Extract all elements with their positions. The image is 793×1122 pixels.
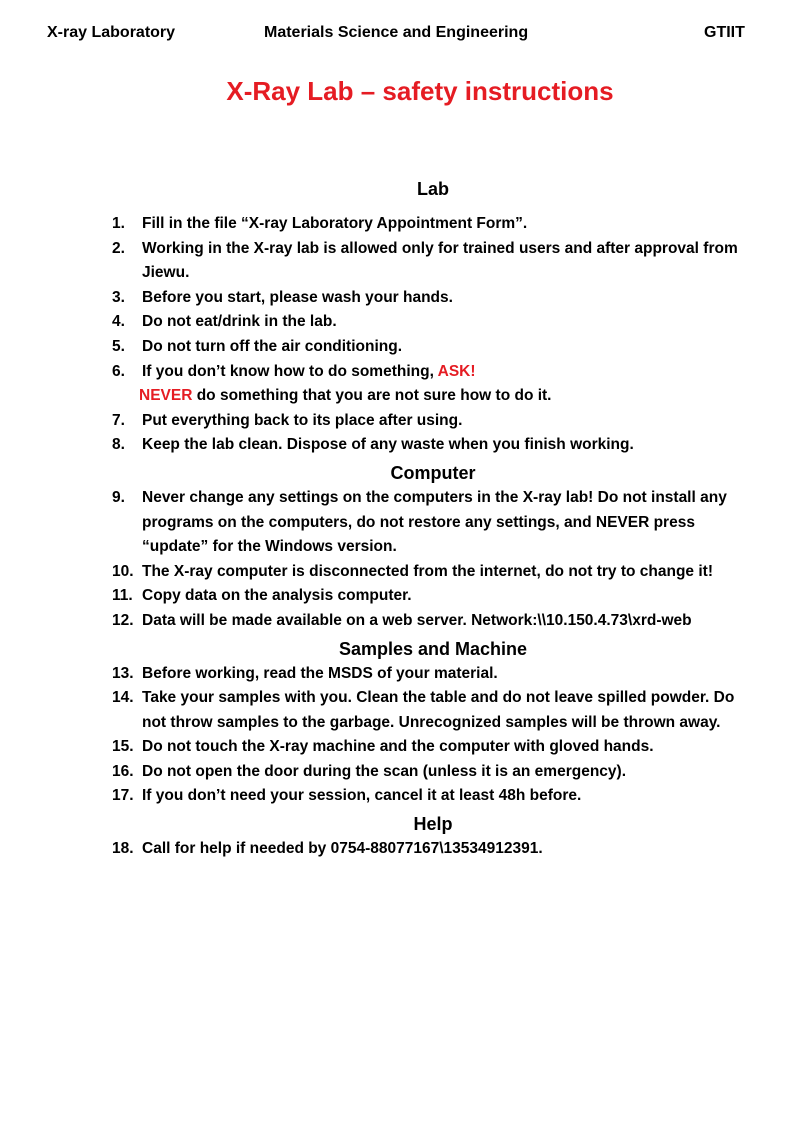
item-number: 8. [112, 436, 125, 454]
list-item [112, 584, 762, 609]
page-header [0, 24, 793, 46]
item-text: Before you start, please wash your hands. [142, 288, 453, 306]
list-item [112, 784, 762, 809]
ask-emphasis: ASK! [437, 362, 476, 380]
samples-list [112, 662, 762, 810]
list-item [112, 360, 762, 409]
item-text: Data will be made available on a web server. Network:\\10.150.4.73\xrd-web [142, 611, 692, 629]
item-text: Put everything back to its place after using. [142, 411, 463, 429]
item-number: 10. [112, 562, 134, 580]
item-text-line2 [139, 384, 762, 409]
list-item [112, 335, 762, 360]
section-heading-computer: Computer [390, 462, 476, 483]
section-heading-help: Help [413, 814, 453, 835]
item-text: Do not touch the X-ray machine and the computer with gloved hands. [142, 738, 654, 756]
item-text: Do not open the door during the scan (unless it is an emergency). [142, 762, 627, 780]
list-item [112, 837, 762, 862]
item-number: 17. [112, 787, 134, 805]
item-number: 9. [112, 488, 125, 506]
item-text: The X-ray computer is disconnected from the internet, do not try to change it! [142, 562, 713, 580]
item-number: 12. [112, 611, 134, 629]
list-item [112, 486, 762, 560]
list-item [112, 760, 762, 785]
item-text: If you don’t need your session, cancel it at least 48h before. [142, 787, 582, 805]
computer-list [112, 486, 762, 634]
item-number: 18. [112, 840, 134, 858]
lab-list [112, 212, 762, 458]
item-number: 14. [112, 689, 134, 707]
item-text: Do not turn off the air conditioning. [142, 337, 403, 355]
instructions-body [112, 176, 762, 862]
item-number: 4. [112, 313, 125, 331]
item-number: 7. [112, 411, 125, 429]
header-department: Materials Science and Engineering [264, 24, 529, 41]
section-heading-lab: Lab [416, 179, 449, 199]
never-emphasis: NEVER [139, 387, 193, 405]
item-text: Working in the X-ray lab is allowed only for trained users and after approval from Jiewu. [142, 239, 738, 282]
document-title: X-Ray Lab – safety instructions [226, 76, 614, 106]
header-institution: GTIIT [704, 24, 745, 41]
item-number: 11. [112, 587, 133, 605]
item-text: Fill in the file “X-ray Laboratory Appointment Form”. [142, 215, 528, 232]
list-item [112, 662, 762, 687]
list-item [112, 237, 762, 286]
item-number: 6. [112, 362, 125, 380]
item-number: 2. [112, 239, 125, 257]
item-text: If you don’t know how to do something, [142, 362, 438, 380]
list-item [112, 286, 762, 311]
item-number: 3. [112, 288, 125, 306]
item-text: Keep the lab clean. Dispose of any waste when you finish working. [142, 436, 634, 454]
section-heading-samples: Samples and Machine [338, 638, 528, 659]
list-item [112, 212, 762, 237]
item-text: Call for help if needed by 0754-88077167\13534912391. [142, 840, 543, 858]
list-item [112, 609, 762, 634]
item-text: do something that you are not sure how to do it. [192, 387, 552, 405]
list-item [112, 686, 762, 735]
list-item [112, 560, 762, 585]
list-item [112, 409, 762, 434]
item-number: 16. [112, 762, 134, 780]
list-item [112, 433, 762, 458]
item-number: 5. [112, 337, 125, 355]
list-item [112, 735, 762, 760]
item-number: 13. [112, 664, 134, 682]
item-text: Before working, read the MSDS of your material. [142, 664, 498, 682]
item-text: Copy data on the analysis computer. [142, 587, 412, 605]
item-number: 15. [112, 738, 134, 756]
header-lab-name: X-ray Laboratory [47, 24, 176, 41]
list-item [112, 310, 762, 335]
item-text: Do not eat/drink in the lab. [142, 313, 337, 331]
item-number: 1. [112, 215, 125, 232]
item-text: Never change any settings on the computers in the X-ray lab! Do not install any programs on the computers, do not restore any settings, and NEVER press “update” for the Windows version. [142, 488, 727, 556]
item-text: Take your samples with you. Clean the table and do not leave spilled powder. Do not throw samples to the garbage. Unrecognized samples will be thrown away. [142, 689, 735, 731]
help-list [112, 837, 762, 862]
